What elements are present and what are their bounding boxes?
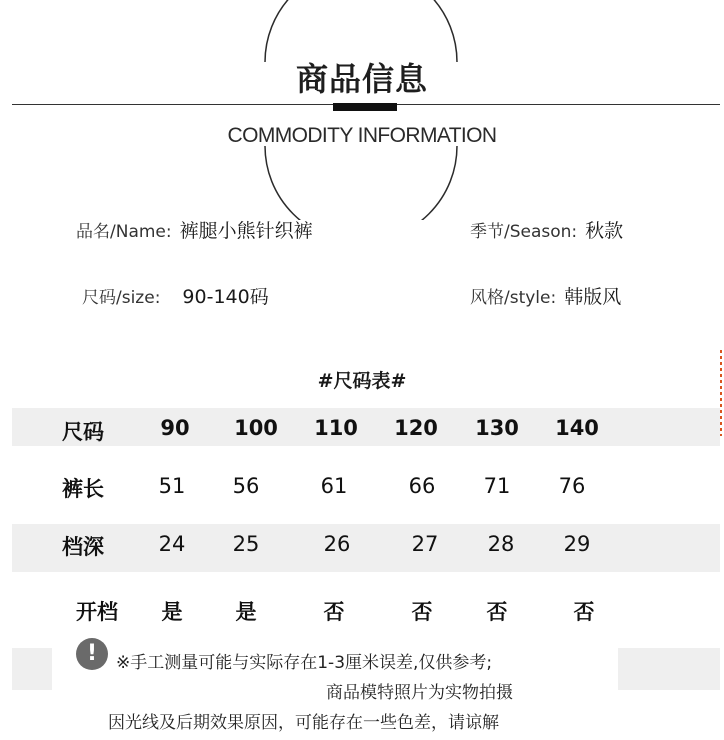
note-line-2: 商品模特照片为实物拍摄: [326, 683, 513, 703]
table-row-label: 开档: [76, 600, 118, 624]
left-gray-band: [12, 648, 52, 690]
info-name-label: 品名/Name:: [76, 222, 172, 242]
table-cell: 是: [161, 600, 183, 624]
info-name-value: 裤腿小熊针织裤: [179, 220, 313, 242]
edge-dotted-decoration: [718, 350, 724, 436]
table-cell: 28: [487, 532, 515, 556]
note-line-3: 因光线及后期效果原因，可能存在一些色差，请谅解: [108, 713, 499, 733]
table-row-label: 档深: [62, 535, 104, 559]
info-name: [76, 216, 313, 243]
table-cell: 66: [408, 474, 436, 498]
table-cell: 否: [323, 600, 345, 624]
size-header-cell: 120: [394, 416, 438, 440]
exclamation-icon: !: [76, 638, 108, 670]
info-style-label: 风格/style:: [470, 288, 557, 308]
size-header-cell: 110: [314, 416, 358, 440]
table-cell: 26: [323, 532, 351, 556]
info-season-label: 季节/Season:: [470, 222, 578, 242]
table-cell: 51: [158, 474, 186, 498]
size-row-label: 尺码: [62, 420, 104, 444]
table-cell: 61: [320, 474, 348, 498]
table-cell: 否: [486, 600, 508, 624]
page-subtitle: COMMODITY INFORMATION: [227, 124, 497, 147]
table-cell: 76: [558, 474, 586, 498]
size-header-cell: 140: [555, 416, 599, 440]
size-table-caption: #尺码表#: [317, 370, 407, 392]
table-cell: 29: [563, 532, 591, 556]
table-cell: 27: [411, 532, 439, 556]
table-cell: 否: [573, 600, 595, 624]
size-header-cell: 100: [234, 416, 278, 440]
info-size-label: 尺码/size:: [82, 288, 161, 308]
page-title: 商品信息: [295, 60, 428, 98]
right-gray-band: [618, 648, 720, 690]
size-header-cell: 130: [475, 416, 519, 440]
info-season-value: 秋款: [585, 220, 624, 242]
table-cell: 56: [232, 474, 260, 498]
title-underline-bar: [333, 103, 397, 111]
note-line-1: ※手工测量可能与实际存在1-3厘米误差,仅供参考;: [116, 653, 493, 673]
size-header-cell: 90: [160, 416, 190, 440]
table-cell: 是: [235, 600, 257, 624]
table-cell: 否: [411, 600, 433, 624]
info-style: [470, 282, 621, 309]
table-row-label: 裤长: [62, 477, 104, 501]
table-cell: 71: [483, 474, 511, 498]
info-style-value: 韩版风: [564, 286, 622, 308]
table-cell: 24: [158, 532, 186, 556]
info-size: [82, 282, 269, 309]
info-size-value: 90-140码: [182, 286, 269, 308]
table-cell: 25: [232, 532, 260, 556]
info-season: [470, 216, 623, 243]
